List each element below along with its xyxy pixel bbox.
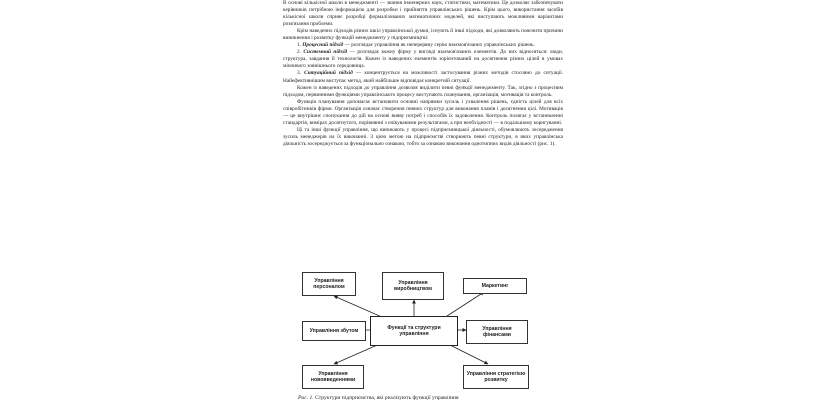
caption-label: Рис. 1. [298, 395, 314, 401]
paragraph [283, 99, 563, 127]
box-marketing: Маркетинг [463, 278, 527, 294]
paragraph [283, 28, 563, 42]
text-run: В основі кількісної школи в менеджменті — знання інженерних наук, статистики, математики. Це дозволяє забезпечувати керівників потрібною інформацією для розробки і прийняття управлінських рішень. Крім цього, використання засобів кількісної школи сприяє розробці формалізованих математичних моделей, які виступають можливими варіантами розв'язання проблеми. [283, 0, 563, 28]
approach-term: Ситуаційний підхід [304, 70, 353, 77]
text-run: 3. [297, 70, 305, 77]
box-functions-and-structures: Функції та структури управління [370, 316, 458, 346]
text-run: Кожен із наведених підходів до управління дозволяє виділити певні функції менеджменту. Так, згідно з процесним підходом, первинними функціями управлінського процесу виступають планування, організація, мотивація та контроль. [283, 84, 563, 98]
paragraph [283, 70, 563, 84]
approach-term: Процесний підхід [302, 42, 344, 49]
text-run: — розглядає кожну фірму у вигляді взаємов'язаних елементів. До них відносяться: люди, структура, завдання й технологія. Кожен із наведених елементів зорієнтований на досягнення різних цілей в умовах мінливого зовнішнього середовища. [283, 49, 564, 70]
box-finance-management: Управління фінансами [466, 320, 528, 344]
paragraph [283, 49, 563, 70]
arrow-top-left [334, 296, 384, 318]
box-development-strategy-management: Управління стратегією розвитку [463, 365, 529, 389]
document-text [283, 0, 563, 148]
text-run: 2. [297, 49, 304, 56]
arrow-top-right [444, 292, 484, 318]
paragraph [283, 0, 563, 28]
text-run: Ці та інші функції управління, що виникають у процесі підприємницької діяльності, обумовлюють зосередження зусиль менеджерів на їх виконанні. З цією метою на підприємстві створюють певні структури, в яких управлінська діяльність зосереджується за функціонально ознакою, тобто за ознакою виконання однотипних видів діяльності (рис. 1). [283, 126, 563, 147]
box-sales-management: Управління збутом [302, 321, 366, 341]
text-run: Функція планування допомагає встановити основні напрямки зусиль і ухвалення рішень, єдність цілей для всіх співробітників фірми. Організація означає створення певних структур для виконання планів і досягнення цілі. Мотивація — це внутрішнє спонукання до дій на основі вияву потреб і способів їх задоволення. Контроль полягає у встановленні стандартів, вимірах досягнутого, порівнянні з очікуваними результатами, а при необхідності — в подальшому коригуванні. [283, 98, 563, 126]
box-innovation-management: Управління нововведеннями [302, 365, 364, 389]
text-run: — концентрується на можливості застосування різних методів стосовно до ситуації. Найефективнішим виступає метод, який найбільше відповідає конкретній ситуації. [283, 70, 564, 84]
box-personnel-management: Управління персоналом [302, 272, 356, 296]
paragraph [283, 85, 563, 99]
paragraph [283, 127, 563, 148]
text-run: — розглядає управління як неперервну серію взаємов'язаних управлінських рішень. [343, 42, 535, 49]
figure-caption [298, 394, 538, 402]
caption-text: Структури підприємства, які реалізують функції управління [315, 395, 459, 401]
text-run: 1. [297, 42, 303, 49]
text-run: Крім наведених підходів різних шкіл управлінської думки, існують й інші підходи, які дозволяють пояснити причини виникнення і розвитку функцій менеджменту у підприємництві: [283, 28, 563, 42]
approach-term: Системний підхід [303, 49, 348, 56]
box-production-management: Управління виробництвом [382, 272, 444, 300]
